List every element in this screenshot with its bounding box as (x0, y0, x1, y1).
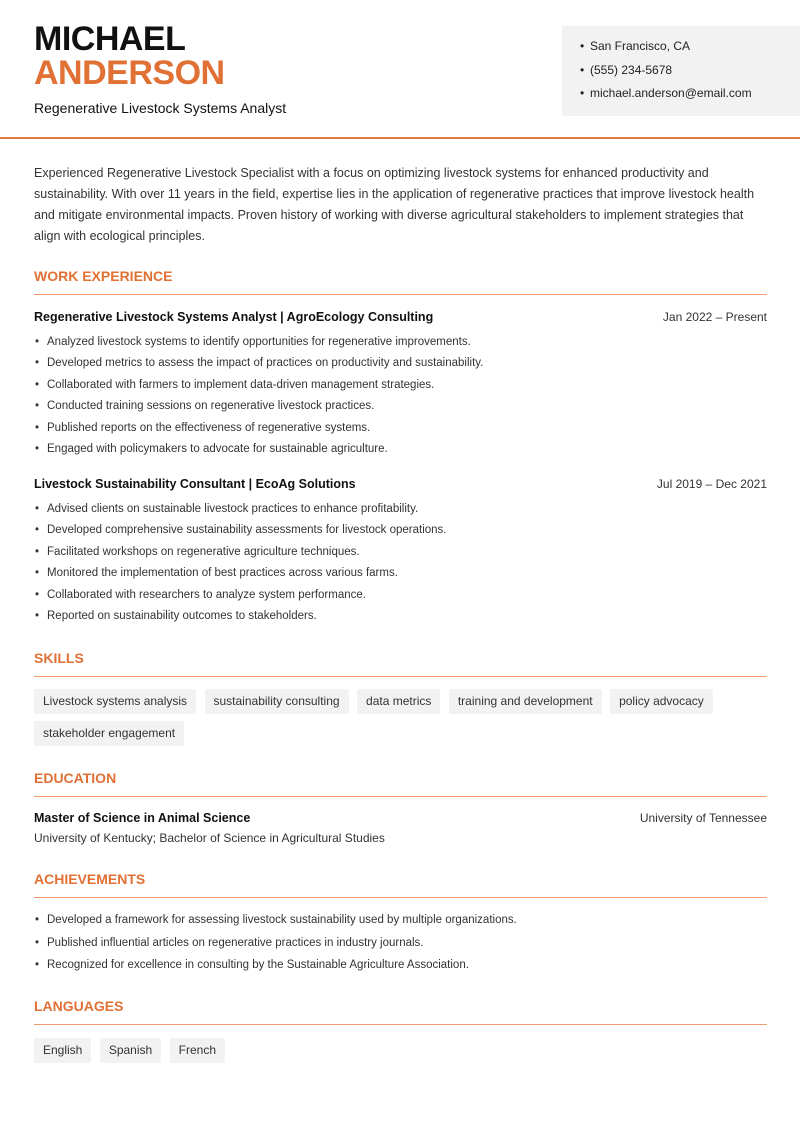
list-item: • Facilitated workshops on regenerative agriculture techniques. (34, 542, 767, 563)
language-chip: English (34, 1038, 91, 1063)
section-divider (34, 294, 767, 295)
contact-box (562, 26, 800, 116)
job-title: Livestock Sustainability Consultant | EcoAg Solutions (34, 477, 356, 491)
list-item: • Engaged with policymakers to advocate for sustainable agriculture. (34, 439, 767, 460)
last-name: ANDERSON (34, 54, 225, 92)
candidate-name (34, 22, 225, 90)
summary-paragraph: Experienced Regenerative Livestock Specialist with a focus on optimizing livestock systems for enhanced productivity and sustainability. With over 11 years in the field, expertise lies in the application of regenerative practices that improve livestock health and mitigate environmental impacts. Proven history of working with diverse agricultural stakeholders to implement strategies that align with ecological principles. (34, 166, 755, 243)
list-item: • Recognized for excellence in consulting by the Sustainable Agriculture Association. (34, 954, 767, 977)
contact-location: • San Francisco, CA (580, 35, 800, 59)
skill-chip: training and development (449, 689, 602, 714)
education-detail: University of Kentucky; Bachelor of Science in Agricultural Studies (34, 831, 385, 845)
list-item: • Collaborated with researchers to analyze system performance. (34, 585, 767, 606)
section-divider (34, 897, 767, 898)
first-name: MICHAEL (34, 20, 186, 58)
education-degree: Master of Science in Animal Science (34, 811, 251, 825)
skill-chip: Livestock systems analysis (34, 689, 196, 714)
section-title-languages: LANGUAGES (34, 998, 124, 1014)
contact-phone: • (555) 234-5678 (580, 59, 800, 83)
list-item: • Reported on sustainability outcomes to stakeholders. (34, 606, 767, 627)
job-date: Jul 2019 – Dec 2021 (656, 477, 767, 491)
section-divider (34, 1024, 767, 1025)
list-item: • Collaborated with farmers to implement data-driven management strategies. (34, 375, 767, 396)
skill-chip: sustainability consulting (205, 689, 349, 714)
skill-chip: data metrics (357, 689, 440, 714)
skill-chip: policy advocacy (610, 689, 713, 714)
job-date: Jan 2022 – Present (662, 310, 767, 324)
job-header (34, 310, 767, 324)
job-title: Regenerative Livestock Systems Analyst | AgroEcology Consulting (34, 310, 434, 324)
section-title-skills: SKILLS (34, 650, 84, 666)
job-bullets (34, 499, 767, 627)
list-item: • Developed comprehensive sustainability assessments for livestock operations. (34, 520, 767, 541)
list-item: • Published reports on the effectiveness of regenerative systems. (34, 418, 767, 439)
section-divider (34, 796, 767, 797)
list-item: • Monitored the implementation of best practices across various farms. (34, 563, 767, 584)
section-title-achievements: ACHIEVEMENTS (34, 871, 146, 887)
list-item: • Developed a framework for assessing livestock sustainability used by multiple organizations. (34, 909, 767, 932)
achievements-list (34, 909, 767, 977)
languages-list (34, 1038, 774, 1070)
candidate-title: Regenerative Livestock Systems Analyst (34, 100, 287, 116)
list-item: • Published influential articles on regenerative practices in industry journals. (34, 932, 767, 955)
list-item: • Developed metrics to assess the impact of practices on productivity and sustainability. (34, 353, 767, 374)
language-chip: Spanish (100, 1038, 161, 1063)
section-title-education: EDUCATION (34, 770, 117, 786)
education-school: University of Tennessee (639, 811, 767, 825)
job-header (34, 477, 767, 491)
section-divider (34, 676, 767, 677)
contact-email: • michael.anderson@email.com (580, 82, 800, 106)
section-title-work: WORK EXPERIENCE (34, 268, 173, 284)
job-bullets (34, 332, 767, 460)
language-chip: French (170, 1038, 225, 1063)
education-header (34, 811, 767, 825)
list-item: • Advised clients on sustainable livestock practices to enhance profitability. (34, 499, 767, 520)
list-item: • Conducted training sessions on regenerative livestock practices. (34, 396, 767, 417)
resume-header (0, 0, 800, 139)
skills-list (34, 689, 774, 753)
skill-chip: stakeholder engagement (34, 721, 184, 746)
list-item: • Analyzed livestock systems to identify opportunities for regenerative improvements. (34, 332, 767, 353)
